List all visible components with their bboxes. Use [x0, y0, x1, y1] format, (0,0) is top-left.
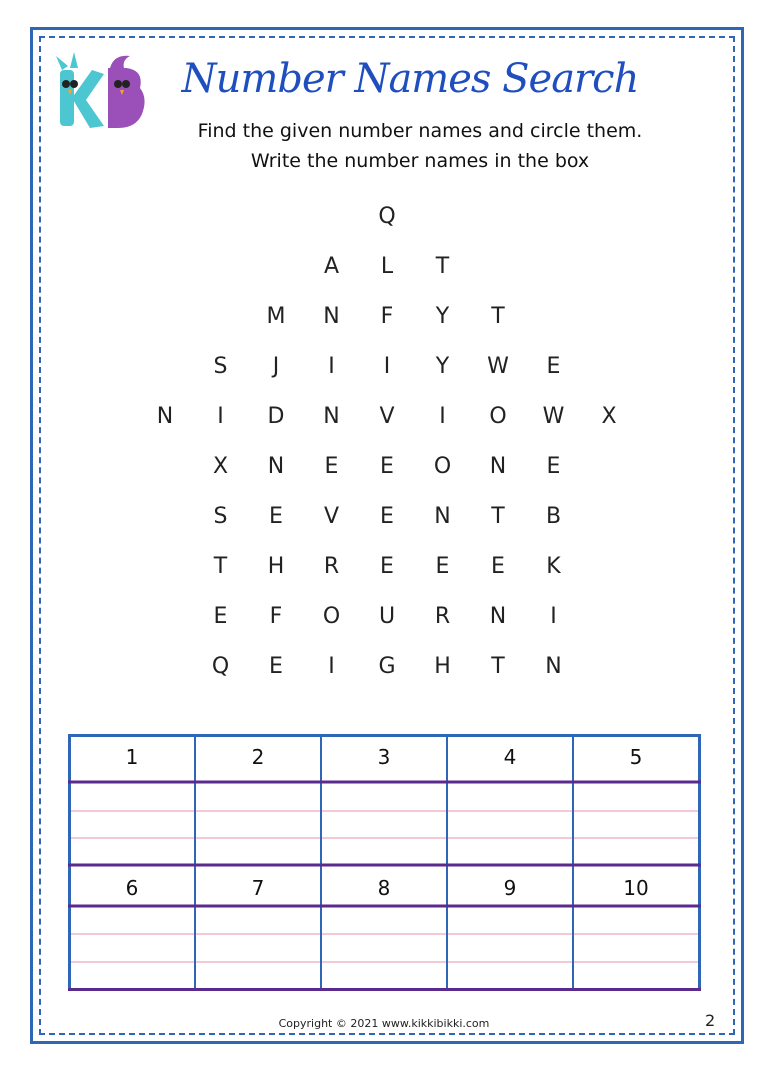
grid-letter: E	[435, 554, 450, 579]
instruction-line-1: Find the given number names and circle them.	[197, 120, 643, 142]
grid-letter: V	[379, 404, 395, 429]
kb-logo-icon	[52, 48, 152, 132]
grid-letter: X	[212, 454, 229, 479]
table-number-1: 1	[125, 745, 139, 769]
grid-letter: Q	[378, 204, 396, 229]
grid-letter: F	[269, 604, 283, 629]
grid-letter: B	[545, 504, 562, 529]
table-number-5: 5	[629, 745, 643, 769]
grid-letter: F	[380, 304, 394, 329]
page-title: Number Names Search	[181, 56, 639, 102]
table-number-2: 2	[251, 745, 265, 769]
grid-letter: L	[380, 254, 394, 279]
grid-letter: I	[383, 354, 391, 379]
grid-letter: E	[213, 604, 228, 629]
grid-letter: S	[213, 504, 228, 529]
grid-letter: Y	[435, 354, 450, 379]
grid-letter: O	[322, 604, 341, 629]
grid-letter: T	[491, 654, 505, 679]
grid-letter: E	[380, 554, 394, 579]
grid-letter: N	[323, 404, 340, 429]
grid-letter: O	[433, 454, 452, 479]
grid-letter: I	[217, 404, 224, 429]
grid-letter: U	[378, 604, 396, 629]
grid-letter: V	[323, 504, 340, 529]
grid-letter: X	[601, 404, 617, 429]
grid-letter: W	[487, 354, 509, 379]
grid-letter: E	[546, 354, 561, 379]
grid-letter: M	[266, 304, 286, 329]
grid-letter: A	[323, 254, 340, 279]
grid-letter: T	[491, 504, 505, 529]
grid-letter: I	[328, 354, 335, 379]
grid-letter: H	[267, 554, 285, 579]
table-number-4: 4	[503, 745, 517, 769]
grid-letter: S	[213, 354, 228, 379]
grid-letter: I	[550, 604, 557, 629]
table-number-8: 8	[377, 876, 391, 900]
grid-letter: E	[324, 454, 339, 479]
grid-letter: I	[328, 654, 335, 679]
grid-letter: Y	[435, 304, 450, 329]
table-number-3: 3	[377, 745, 391, 769]
grid-letter: E	[546, 454, 561, 479]
table-number-10: 10	[623, 876, 649, 900]
copyright-text: Copyright © 2021 www.kikkibikki.com	[278, 1017, 490, 1030]
grid-letter: T	[213, 554, 228, 579]
grid-letter: E	[380, 454, 394, 479]
grid-letter: N	[489, 604, 507, 629]
instruction-line-2: Write the number names in the box	[250, 150, 590, 172]
page-number: 2	[705, 1011, 716, 1030]
table-number-7: 7	[251, 876, 265, 900]
grid-letter: N	[156, 404, 174, 429]
grid-letter: E	[491, 554, 505, 579]
grid-letter: E	[269, 654, 283, 679]
grid-letter: R	[323, 554, 340, 579]
grid-letter: N	[434, 504, 451, 529]
grid-letter: D	[267, 404, 285, 429]
grid-letter: I	[439, 404, 446, 429]
answer-table	[68, 734, 701, 991]
grid-letter: G	[378, 654, 396, 679]
grid-letter: J	[272, 354, 280, 379]
grid-letter: E	[380, 504, 394, 529]
grid-letter: N	[267, 454, 285, 479]
table-number-9: 9	[503, 876, 517, 900]
grid-letter: H	[434, 654, 451, 679]
grid-letter: K	[546, 554, 561, 579]
grid-letter: N	[489, 454, 507, 479]
table-number-6: 6	[125, 876, 139, 900]
grid-letter: T	[491, 304, 505, 329]
grid-letter: O	[489, 404, 507, 429]
grid-letter: Q	[211, 654, 230, 679]
grid-letter: T	[435, 254, 450, 279]
grid-letter: N	[545, 654, 562, 679]
grid-letter: N	[323, 304, 340, 329]
grid-letter: R	[434, 604, 451, 629]
grid-letter: W	[542, 404, 565, 429]
grid-letter: E	[269, 504, 283, 529]
